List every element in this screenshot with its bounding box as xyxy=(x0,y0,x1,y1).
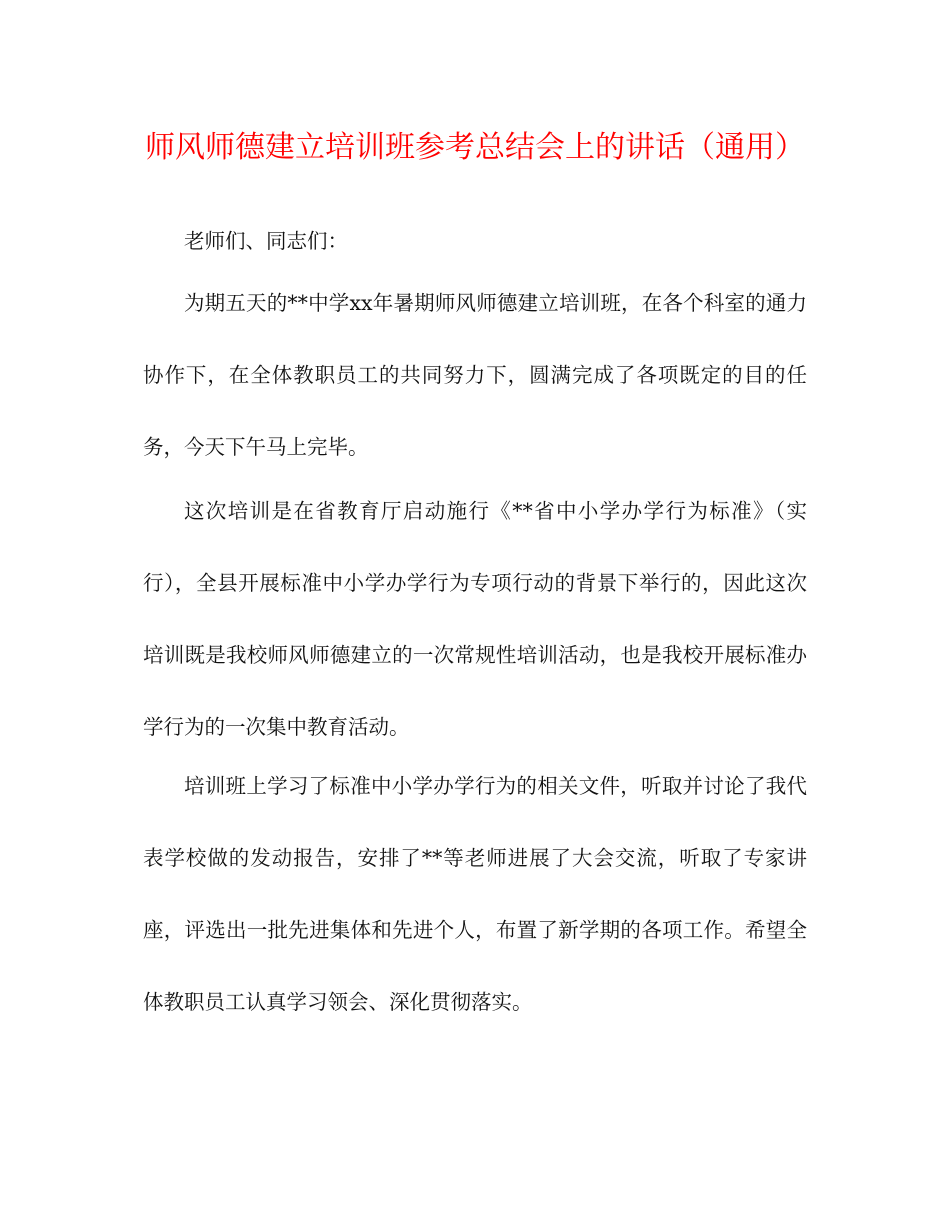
paragraph-1: 为期五天的**中学xx年暑期师风师德建立培训班，在各个科室的通力协作下，在全体教职员工的共同努力下，圆满完成了各项既定的目的任务，今天下午马上完毕。 xyxy=(143,291,807,459)
salutation: 老师们、同志们： xyxy=(184,229,348,253)
paragraph-3: 培训班上学习了标准中小学办学行为的相关文件，听取并讨论了我代表学校做的发动报告，安排了**等老师进展了大会交流，听取了专家讲座，评选出一批先进集体和先进个人，布置了新学期的各项工作。希望全体教职员工认真学习领会、深化贯彻落实。 xyxy=(143,774,807,1014)
document-title: 师风师德建立培训班参考总结会上的讲话（通用） xyxy=(145,130,805,165)
paragraph-2: 这次培训是在省教育厅启动施行《**省中小学办学行为标准》（实行），全县开展标准中小学办学行为专项行动的背景下举行的，因此这次培训既是我校师风师德建立的一次常规性培训活动，也是我校开展标准办学行为的一次集中教育活动。 xyxy=(143,499,807,739)
